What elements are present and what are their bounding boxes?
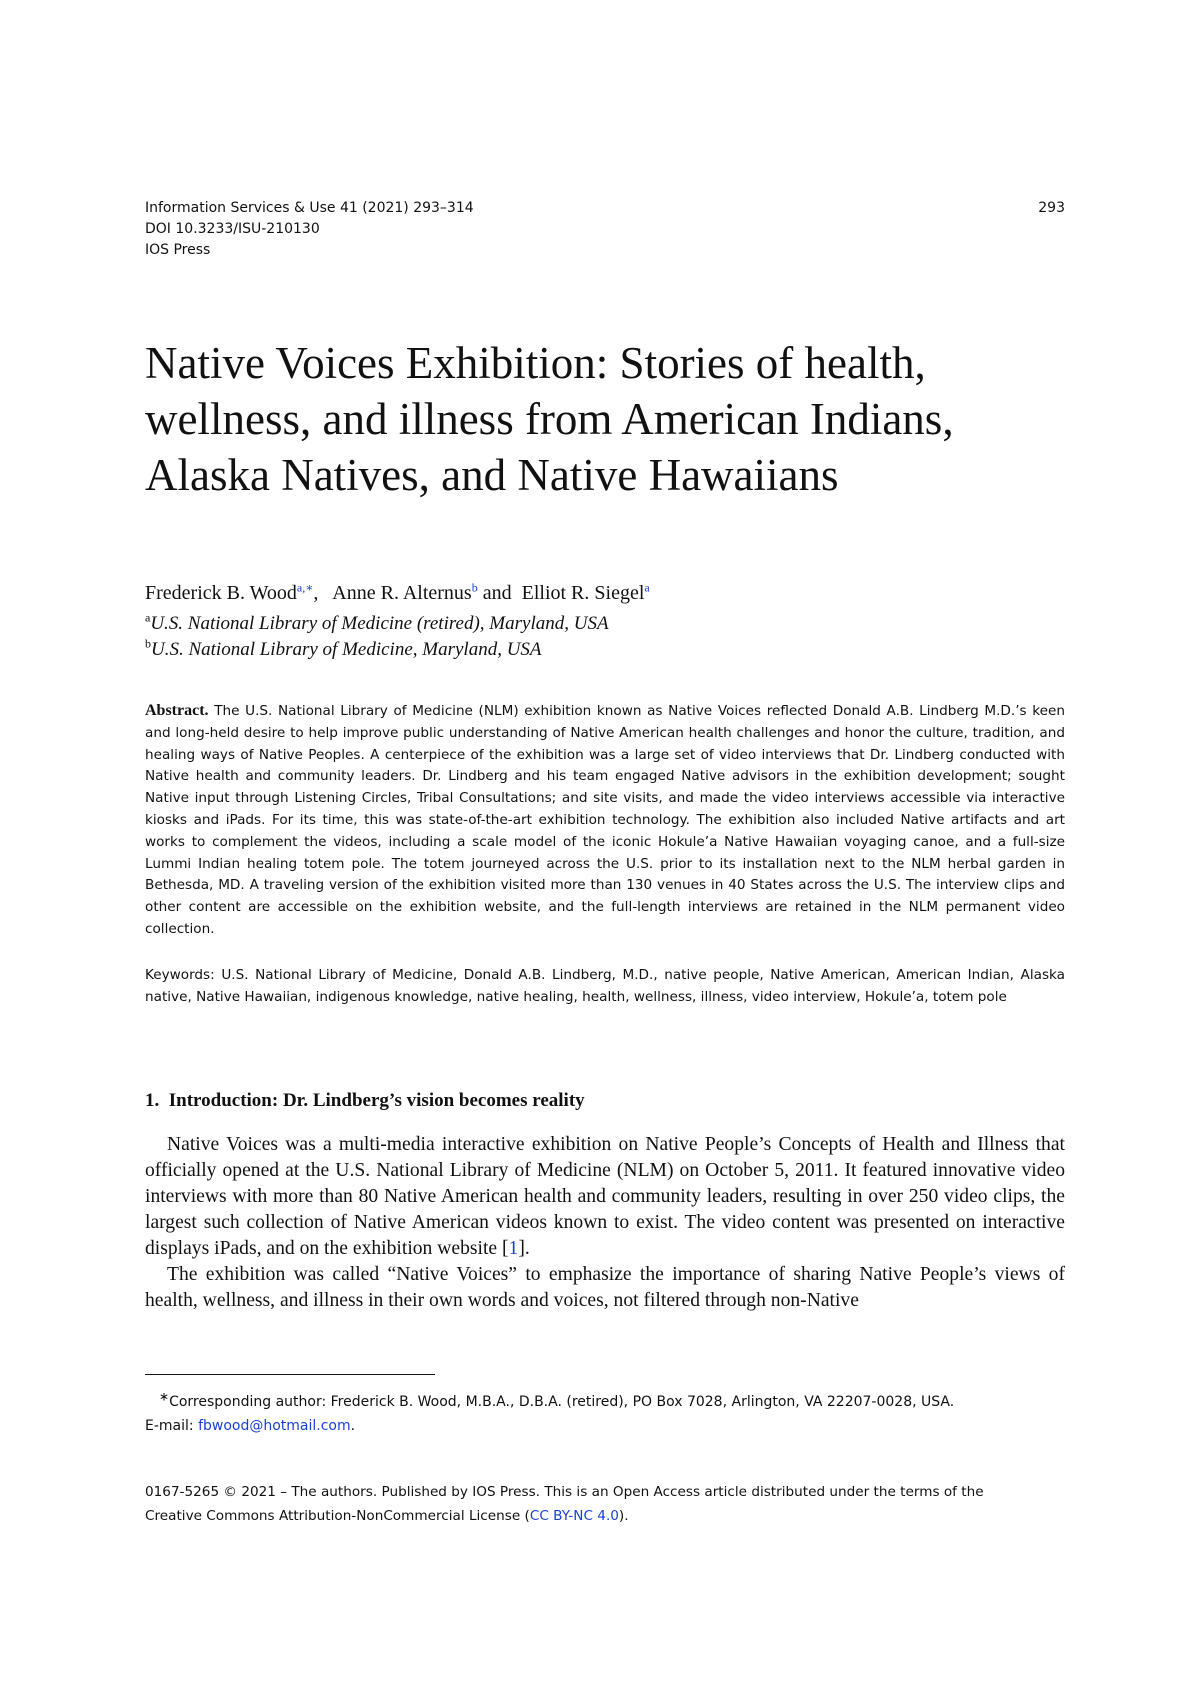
running-header <box>145 198 1065 261</box>
author-name: Frederick B. Wood <box>145 582 297 604</box>
affiliation-marker[interactable]: b <box>471 580 478 595</box>
license-text: Creative Commons Attribution-NonCommercial License ( <box>145 1508 530 1524</box>
footnote <box>145 1390 1065 1438</box>
citation-link[interactable]: 1 <box>508 1238 519 1259</box>
body-text <box>145 1132 1065 1314</box>
affiliation-mark: a <box>145 610 151 625</box>
abstract-text: The U.S. National Library of Medicine (NLM) exhibition known as Native Voices reflected Donald A.B. Lindberg M.D.’s keen and long-held desire to help improve public understanding of Native American health challenges and honor the culture, tradition, and healing ways of Native Peoples. A centerpiece of the exhibition was a large set of video interviews that Dr. Lindberg conducted with Native health and community leaders. Dr. Lindberg and his team engaged Native advisors in the exhibition development; sought Native input through Listening Circles, Tribal Consultations; and site visits, and made the video interviews accessible via interactive kiosks and iPads. For its time, this was state-of-the-art exhibition technology. The exhibition also included Native artifacts and art works to complement the videos, including a scale model of the iconic Hokule’a Native Hawaiian voyaging canoe, and a full-size Lummi Indian healing totem pole. The totem journeyed across the U.S. prior to its installation next to the NLM herbal garden in Bethesda, MD. A traveling version of the exhibition visited more than 130 venues in 40 States across the U.S. The interview clips and other content are accessible on the exhibition website, and the full-length interviews are retained in the NLM permanent video collection. <box>145 703 1065 937</box>
license-notice <box>145 1480 1065 1528</box>
journal-citation: Information Services & Use 41 (2021) 293–314 <box>145 200 474 216</box>
article-title: Native Voices Exhibition: Stories of health, wellness, and illness from American Indians, Alaska Natives, and Native Hawaiians <box>145 338 954 500</box>
license-line: 0167-5265 © 2021 – The authors. Published by IOS Press. This is an Open Access article distributed under the terms of the <box>145 1484 984 1500</box>
paragraph-text-end: ]. <box>518 1238 530 1259</box>
author-connector: and <box>482 582 512 604</box>
section-title: Introduction: Dr. Lindberg’s vision becomes reality <box>168 1090 585 1111</box>
abstract <box>145 700 1065 941</box>
footnote-mark: ∗ <box>159 1389 170 1404</box>
email-link[interactable]: fbwood@hotmail.com <box>198 1418 351 1434</box>
footnote-divider <box>145 1374 435 1375</box>
keywords-label: Keywords: <box>145 967 215 983</box>
paragraph <box>145 1132 1065 1262</box>
affiliation <box>145 612 1065 636</box>
author-list: Frederick B. Wood$^{a,∗}$, Anne R. Alternus$^b$ and Elliot R. Siegel$^a$ <box>145 580 650 604</box>
email-label: E-mail: <box>145 1418 194 1434</box>
license-line <box>145 1504 1065 1528</box>
email-end: . <box>350 1418 356 1434</box>
affiliation-text: U.S. National Library of Medicine (retired), Maryland, USA <box>150 613 609 634</box>
license-text-end: ). <box>618 1508 629 1524</box>
section-heading <box>145 1090 585 1112</box>
abstract-label: Abstract. <box>145 702 209 719</box>
affiliation-mark: b <box>145 636 151 651</box>
license-link[interactable]: CC BY-NC 4.0 <box>529 1508 619 1524</box>
page-number: 293 <box>1038 200 1065 216</box>
paragraph: The exhibition was called “Native Voices” to emphasize the importance of sharing Native People’s views of health, wellness, and illness in their own words and voices, not filtered through non-Native <box>145 1264 1065 1311</box>
publisher: IOS Press <box>145 242 211 258</box>
paragraph-text: Native Voices was a multi-media interactive exhibition on Native People’s Concepts of Health and Illness that officially opened at the U.S. National Library of Medicine (NLM) on October 5, 2011. It featured innovative video interviews with more than 80 Native American health and community leaders, resulting in over 250 video clips, the largest such collection of Native American videos known to exist. The video content was presented on interactive displays iPads, and on the exhibition website [ <box>145 1134 1065 1259</box>
keywords-text: U.S. National Library of Medicine, Donald A.B. Lindberg, M.D., native people, Native American, American Indian, Alaska native, Native Hawaiian, indigenous knowledge, native healing, health, wellness, illness, video interview, Hokule’a, totem pole <box>145 967 1065 1005</box>
doi: DOI 10.3233/ISU-210130 <box>145 221 320 237</box>
affiliation-text: U.S. National Library of Medicine, Maryland, USA <box>151 639 542 660</box>
author-name: Anne R. Alternus <box>332 582 472 604</box>
section-number: 1. <box>145 1090 160 1111</box>
footnote-line <box>145 1390 1065 1414</box>
affiliation-marker[interactable]: a,∗ <box>296 580 314 595</box>
keywords <box>145 965 1065 1009</box>
footnote-text: Corresponding author: Frederick B. Wood, M.B.A., D.B.A. (retired), PO Box 7028, Arlington, VA 22207-0028, USA. <box>169 1394 955 1410</box>
affiliation-marker[interactable]: a <box>644 580 650 595</box>
affiliation <box>145 638 1065 662</box>
author-name: Elliot R. Siegel <box>521 582 645 604</box>
